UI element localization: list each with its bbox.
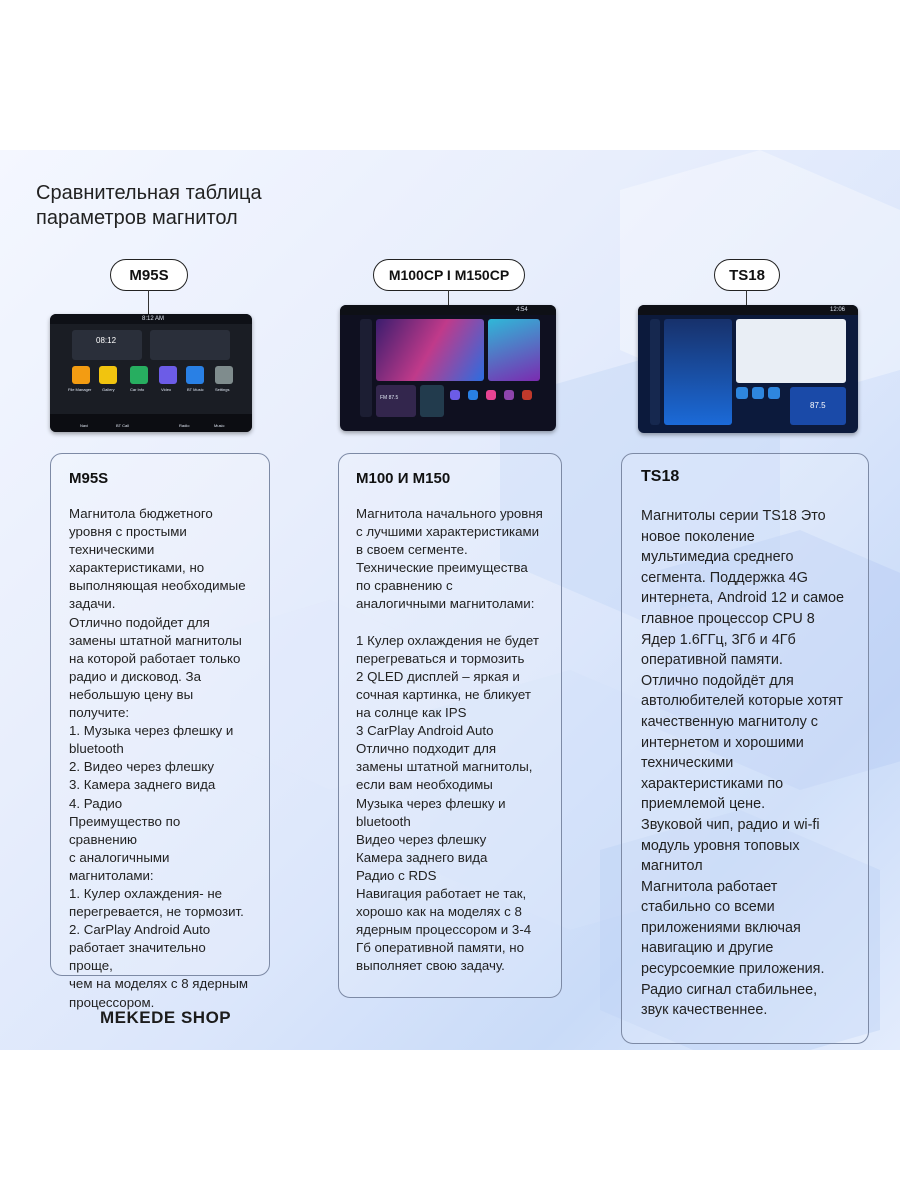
card-body: Магнитола бюджетного уровня с простыми техническими характеристиками, но выполняющая необходимые задачи. Отлично подойдет для замены штатной магнитолы на которой работает только радио и дисковод. За небольшую цену вы получите: 1. Музыка через флешку и bluetooth 2. Видео через флешку 3. Камера заднего вида 4. Радио Преимущество по сравнению с аналогичными магнитолами: 1. Кулер охлаждения- не перегревается, не тормозит. 2. CarPlay Android Auto работает значительно проще, чем на моделях с 8 ядерным процессором. <box>69 506 249 1010</box>
music-widget <box>150 330 230 360</box>
equalizer-widget <box>420 385 444 417</box>
app-label: Gallery <box>102 387 115 392</box>
connector-line <box>746 290 747 306</box>
app-icon <box>522 390 532 400</box>
app-sidebar <box>650 319 660 425</box>
card-body: Магнитола начального уровня с лучшими характеристиками в своем сегменте. Технические преимущества по сравнению с аналогичными магнитолами: 1 Кулер охлаждения не будет перегреваться и тормозить 2 QLED дисплей – яркая и сочная картинка, не бликует на солнце как IPS 3 CarPlay Android Auto Отлично подходит для замены штатной магнитолы, если вам необходимы Музыка через флешку и bluetooth Видео через флешку Камера заднего вида Радио с RDS Навигация работает не так, хорошо как на моделях с 8 ядерным процессором и 3-4 Гб оперативной памяти, но выполняет свою задачу. <box>356 506 543 974</box>
app-icon-car-info <box>130 366 148 384</box>
app-icon <box>486 390 496 400</box>
model-pill-m95s: M95S <box>110 259 188 291</box>
radio-widget <box>376 385 416 417</box>
app-label: Settings <box>215 387 230 392</box>
brand-logo: MEKEDE SHOP <box>100 1008 232 1027</box>
app-icon <box>504 390 514 400</box>
app-icon <box>468 390 478 400</box>
radio-frequency: 87.5 <box>810 401 826 410</box>
connector-line <box>148 290 149 314</box>
connector-line <box>448 290 449 306</box>
app-icon <box>736 387 748 399</box>
widget-time: 08:12 <box>96 336 117 345</box>
description-card-m100 <box>338 453 562 998</box>
status-bar <box>638 305 858 315</box>
car-widget <box>664 319 732 425</box>
app-label: File Manager <box>68 387 92 392</box>
app-label: Car Info <box>130 387 145 392</box>
app-icon <box>450 390 460 400</box>
head-unit-image-ts18 <box>638 305 858 433</box>
app-label: BT Music <box>187 387 204 392</box>
dock-label: Radio <box>179 423 190 428</box>
status-clock: 12:06 <box>830 307 846 313</box>
dock-label: Navi <box>80 423 89 428</box>
dock-label: BT Call <box>116 423 130 428</box>
app-icon <box>768 387 780 399</box>
radio-frequency: FM 87.5 <box>380 395 399 401</box>
page-title: Сравнительная таблица параметров магнитол <box>36 182 262 229</box>
description-card-m95s <box>50 453 270 1010</box>
app-icon <box>752 387 764 399</box>
card-heading: TS18 <box>641 468 680 485</box>
app-icon-file-manager <box>72 366 90 384</box>
status-clock: 4:54 <box>516 307 528 313</box>
card-body: Магнитолы серии TS18 Это новое поколение мультимедиа среднего сегмента. Поддержка 4G интернета, Android 12 и самое главное процессор CPU 8 Ядер 1.6ГГц, 3Гб и 4Гб оперативной памяти. Отлично подойдёт для автолюбителей которые хотят качественную магнитолу с интернетом и хорошими техническими характеристиками по приемлемой цене. Звуковой чип, радио и wi-fi модуль уровня топовых магнитол Магнитола работает стабильно со всеми приложениями включая навигацию и другие ресурсоемкие приложения. Радио сигнал стабильнее, звук качественнее. <box>641 508 845 1019</box>
description-card-ts18 <box>621 453 869 1044</box>
dock-label: Music <box>214 423 225 428</box>
model-pill-m100cp: M100CP I M150CP <box>373 259 525 291</box>
head-unit-image-m95s <box>50 314 252 432</box>
status-clock: 8:12 AM <box>142 316 165 322</box>
model-pill-ts18: TS18 <box>714 259 780 291</box>
map-widget <box>736 319 846 383</box>
app-sidebar <box>360 319 372 417</box>
app-label: Video <box>161 387 172 392</box>
app-icon-gallery <box>99 366 117 384</box>
head-unit-image-m100 <box>340 305 556 431</box>
app-icon-video <box>159 366 177 384</box>
card-heading: M100 И M150 <box>356 470 451 487</box>
clock-widget <box>72 330 142 360</box>
car-wallpaper-widget <box>376 319 484 381</box>
card-heading: M95S <box>69 470 109 487</box>
app-icon-settings <box>215 366 233 384</box>
music-cover-widget <box>488 319 540 381</box>
app-icon-bt-music <box>186 366 204 384</box>
